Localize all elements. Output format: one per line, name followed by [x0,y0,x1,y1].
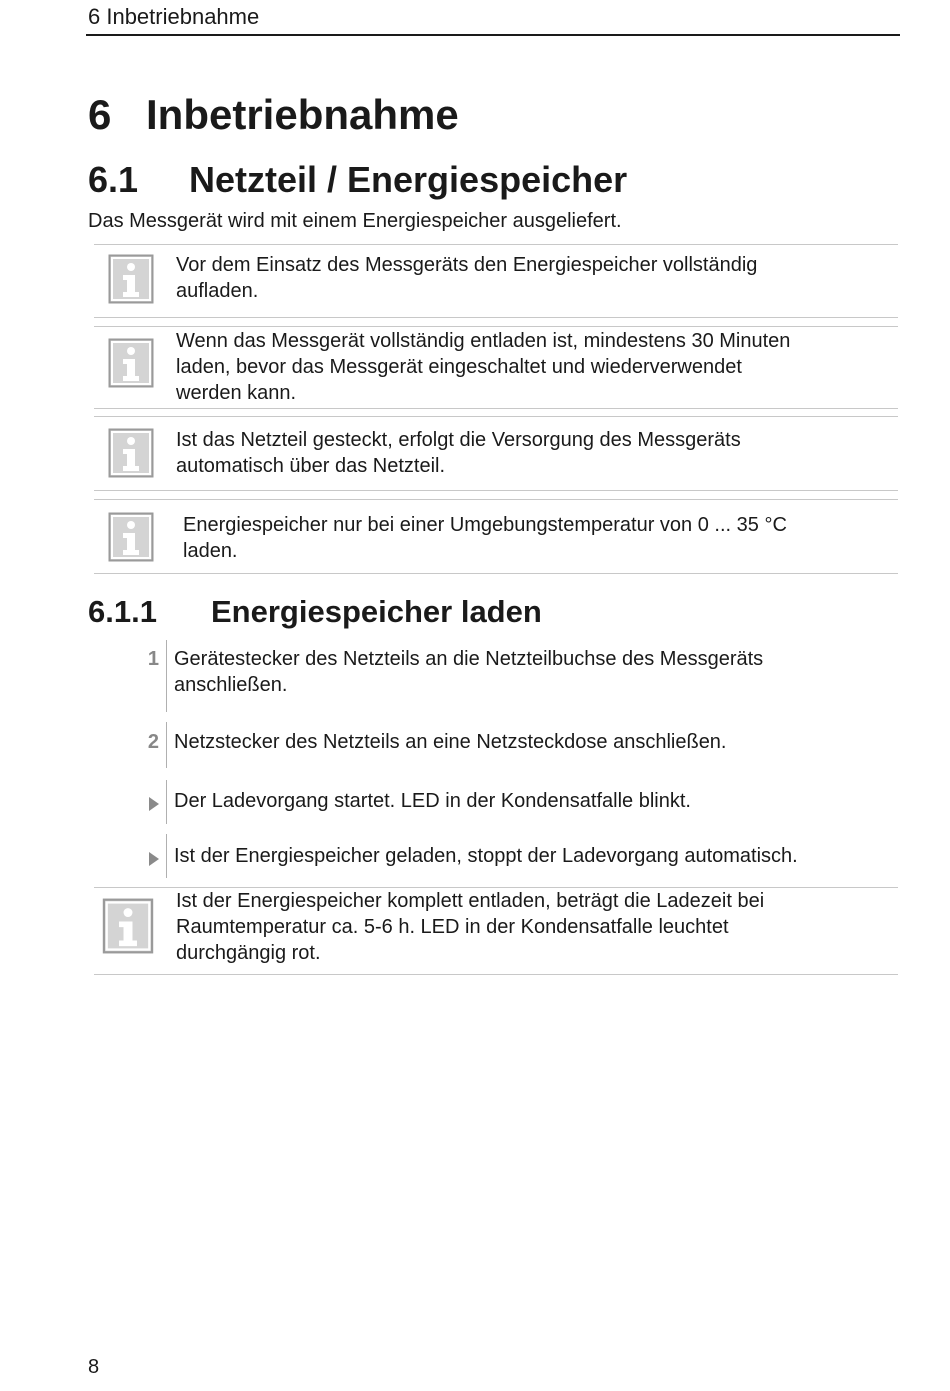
section-title: Inbetriebnahme [146,91,459,138]
step-bar [166,722,167,768]
info-icon [102,898,154,959]
step-line: Netzstecker des Netzteils an eine Netzsteckdose anschließen. [174,731,727,753]
note-line: Ist das Netzteil gesteckt, erfolgt die Versorgung des Messgeräts [176,429,741,451]
running-header: 6 Inbetriebnahme [88,4,260,29]
step-number: 1 [147,648,159,670]
section-number: 6 [88,91,112,138]
note-line: automatisch über das Netzteil. [176,455,446,477]
result-text: Der Ladevorgang startet. LED in der Kondensatfalle blinkt. [174,790,691,812]
result-arrow-icon [147,850,161,873]
subsubsection-number: 6.1.1 [88,594,157,629]
info-icon [108,254,154,309]
note-line: laden. [183,540,238,562]
note-line: Raumtemperatur ca. 5-6 h. LED in der Kondensatfalle leuchtet [176,916,729,938]
note-bottom-rule [94,317,898,318]
intro-text: Das Messgerät wird mit einem Energiespeicher ausgeliefert. [88,210,622,232]
note-bottom-rule [94,573,898,574]
note-line: laden, bevor das Messgerät eingeschaltet und wiederverwendet [176,356,742,378]
note-line: aufladen. [176,280,259,302]
note-line: durchgängig rot. [176,942,321,964]
header-rule [86,34,900,36]
note-bottom-rule [94,490,898,491]
note-line: Vor dem Einsatz des Messgeräts den Energiespeicher vollständig [176,254,758,276]
note-bottom-rule [94,408,898,409]
note-top-rule [94,326,898,327]
note-bottom-rule [94,974,898,975]
result-text: Ist der Energiespeicher geladen, stoppt der Ladevorgang automatisch. [174,845,798,867]
step-line: anschließen. [174,674,288,696]
step-bar [166,780,167,824]
step-bar [166,834,167,878]
note-line: Wenn das Messgerät vollständig entladen ist, mindestens 30 Minuten [176,330,791,352]
step-line: Gerätestecker des Netzteils an die Netzteilbuchse des Messgeräts [174,648,764,670]
note-top-rule [94,499,898,500]
note-line: werden kann. [176,382,297,404]
subsubsection-title: Energiespeicher laden [211,594,542,629]
page-number: 8 [88,1356,100,1378]
step-number: 2 [147,731,159,753]
note-line: Energiespeicher nur bei einer Umgebungstemperatur von 0 ... 35 °C [183,514,787,536]
note-top-rule [94,416,898,417]
info-icon [108,338,154,393]
note-line: Ist der Energiespeicher komplett entladen, beträgt die Ladezeit bei [176,890,765,912]
subsection-title: Netzteil / Energiespeicher [189,159,628,200]
info-icon [108,512,154,567]
step-bar [166,640,167,712]
info-icon [108,428,154,483]
subsection-number: 6.1 [88,159,139,200]
note-top-rule [94,244,898,245]
result-arrow-icon [147,795,161,818]
